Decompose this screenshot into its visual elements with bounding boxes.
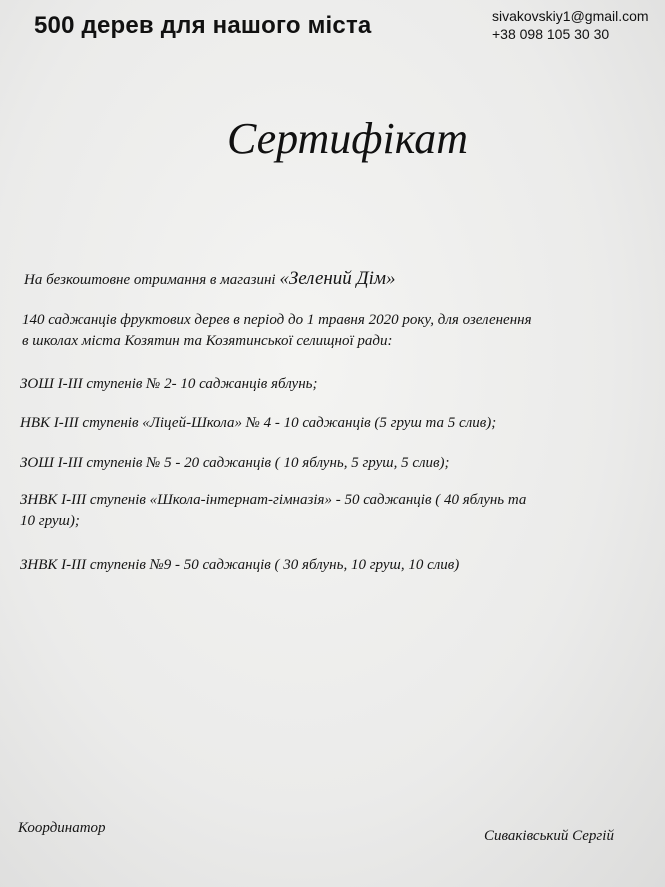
school-item-text: ЗНВК І-ІІІ ступенів «Школа-інтернат-гімназія» - 50 саджанців ( 40 яблунь та bbox=[20, 492, 527, 508]
school-item-4 bbox=[20, 490, 526, 532]
contact-email: sivakovskiy1@gmail.com bbox=[492, 8, 649, 24]
contact-phone: +38 098 105 30 30 bbox=[492, 26, 610, 42]
school-item-text-cont: 10 груш); bbox=[20, 513, 80, 529]
intro-line bbox=[24, 268, 396, 291]
purpose-paragraph bbox=[22, 310, 532, 352]
contact-info bbox=[492, 7, 649, 43]
school-item-text: ЗОШ І-ІІІ ступенів № 2- 10 саджанців яблунь; bbox=[20, 376, 318, 392]
store-name: «Зелений Дім» bbox=[279, 268, 396, 289]
school-item-text: ЗОШ І-ІІІ ступенів № 5 - 20 саджанців ( 10 яблунь, 5 груш, 5 слив); bbox=[20, 455, 450, 471]
school-item-1 bbox=[20, 374, 317, 395]
school-item-3 bbox=[20, 453, 450, 474]
coordinator-name: Сиваківський Сергій bbox=[484, 828, 614, 844]
certificate-title: Сертифікат bbox=[226, 114, 469, 163]
school-item-text: НВК І-ІІІ ступенів «Ліцей-Школа» № 4 - 10 саджанців (5 груш та 5 слив); bbox=[20, 415, 497, 431]
project-title: 500 дерев для нашого міста bbox=[34, 12, 372, 39]
coordinator-label: Координатор bbox=[18, 820, 106, 836]
intro-prefix: На безкоштовне отримання в магазині bbox=[24, 272, 280, 288]
school-item-2 bbox=[20, 413, 496, 434]
school-item-5 bbox=[20, 555, 459, 576]
school-item-text: ЗНВК І-ІІІ ступенів №9 - 50 саджанців ( 30 яблунь, 10 груш, 10 слив) bbox=[20, 557, 460, 573]
purpose-line-1: 140 саджанців фруктових дерев в період до 1 травня 2020 року, для озеленення bbox=[22, 312, 532, 328]
purpose-line-2: в школах міста Козятин та Козятинської селищної ради: bbox=[22, 333, 393, 349]
